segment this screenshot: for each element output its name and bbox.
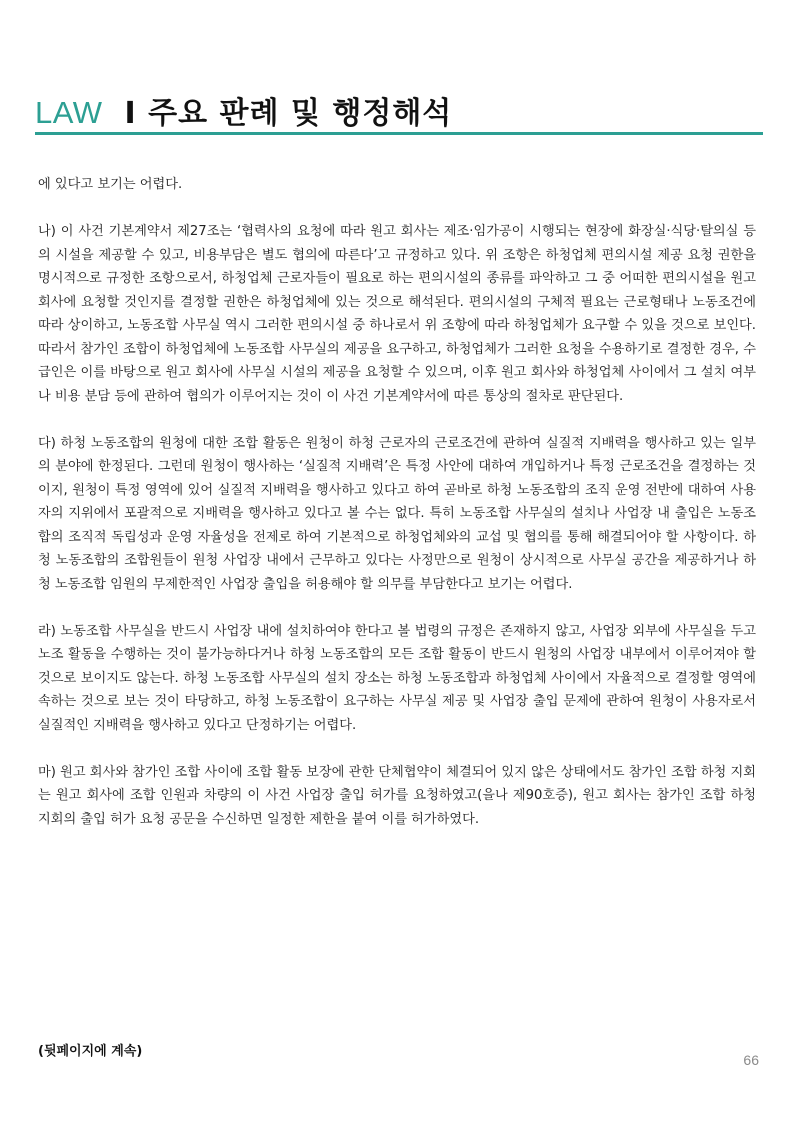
page-number: 66	[743, 1052, 759, 1068]
header-divider	[35, 132, 763, 135]
section-label: LAW	[35, 95, 103, 130]
body-text	[38, 173, 756, 831]
paragraph-da: 다) 하청 노동조합의 원청에 대한 조합 활동은 원청이 하청 근로자의 근로조건에 관하여 실질적 지배력을 행사하고 있는 일부의 분야에 한정된다. 그런데 원청이 행사하는 ‘실질적 지배력’은 특정 사안에 대하여 개입하거나 특정 근로조건을 결정하는 것이지, 원청이 특정 영역에 있어 실질적 지배력을 행사하고 있다고 하여 곧바로 하청 노동조합의 조직 운영 전반에 대하여 사용자의 지위에서 포괄적으로 지배력을 행사하고 있다고 볼 수는 없다. 특히 노동조합 사무실의 설치나 사업장 내 출입은 노동조합의 조직적 독립성과 운영 자율성을 전제로 하여 기본적으로 하청업체와의 교섭 및 협의를 통해 해결되어야 할 사항이다. 하청 노동조합의 조합원들이 원청 사업장 내에서 근무하고 있다는 사정만으로 원청이 상시적으로 사무실 공간을 제공하거나 하청 노동조합 임원의 무제한적인 사업장 출입을 허용해야 할 의무를 부담한다고 보기는 어렵다.	[38, 435, 756, 592]
page-header	[35, 88, 763, 131]
continued-note: (뒷페이지에 계속)	[38, 1044, 143, 1059]
page-title: I 주요 판례 및 행정해석	[124, 96, 453, 131]
paragraph-ra: 라) 노동조합 사무실을 반드시 사업장 내에 설치하여야 한다고 볼 법령의 규정은 존재하지 않고, 사업장 외부에 사무실을 두고 노조 활동을 수행하는 것이 불가능하다거나 하청 노동조합의 모든 조합 활동이 반드시 원청의 사업장 내부에서 이루어져야 할 것으로 보이지도 않는다. 하청 노동조합 사무실의 설치 장소는 하청 노동조합과 하청업체 사이에서 자율적으로 결정할 영역에 속하는 것으로 보는 것이 타당하고, 하청 노동조합이 요구하는 사무실 제공 및 사업장 출입 문제에 관하여 원청이 사용자로서 실질적인 지배력을 행사하고 있다고 단정하기는 어렵다.	[38, 623, 756, 733]
paragraph-na: 나) 이 사건 기본계약서 제27조는 ‘협력사의 요청에 따라 원고 회사는 제조·임가공이 시행되는 현장에 화장실·식당·탈의실 등의 시설을 제공할 수 있고, 비용부담은 별도 협의에 따른다’고 규정하고 있다. 위 조항은 하청업체 편의시설 제공 요청 권한을 명시적으로 규정한 조항으로서, 하청업체 근로자들이 필요로 하는 편의시설의 종류를 파악하고 그 중 어떠한 편의시설을 원고 회사에 요청할 것인지를 결정할 권한은 하청업체에 있는 것으로 해석된다. 편의시설의 구체적 필요는 근로형태나 노동조건에 따라 상이하고, 노동조합 사무실 역시 그러한 편의시설 중 하나로서 위 조항에 따라 하청업체가 요구할 수 있을 것으로 보인다. 따라서 참가인 조합이 하청업체에 노동조합 사무실의 제공을 요구하고, 하청업체가 그러한 요청을 수용하기로 결정한 경우, 수급인은 이를 바탕으로 원고 회사에 사무실 시설의 제공을 요청할 수 있으며, 이후 원고 회사와 하청업체 사이에서 그 설치 여부나 비용 분담 등에 관하여 협의가 이루어지는 것이 이 사건 기본계약서에 따른 통상의 절차로 판단된다.	[38, 224, 756, 404]
paragraph-continued: 에 있다고 보기는 어렵다.	[38, 177, 183, 192]
paragraph-ma: 마) 원고 회사와 참가인 조합 사이에 조합 활동 보장에 관한 단체협약이 체결되어 있지 않은 상태에서도 참가인 조합 하청 지회는 원고 회사에 조합 인원과 차량의 이 사건 사업장 출입 허가를 요청하였고(을나 제90호증), 원고 회사는 참가인 조합 하청 지회의 출입 허가 요청 공문을 수신하면 일정한 제한을 붙여 이를 허가하였다.	[38, 764, 756, 827]
